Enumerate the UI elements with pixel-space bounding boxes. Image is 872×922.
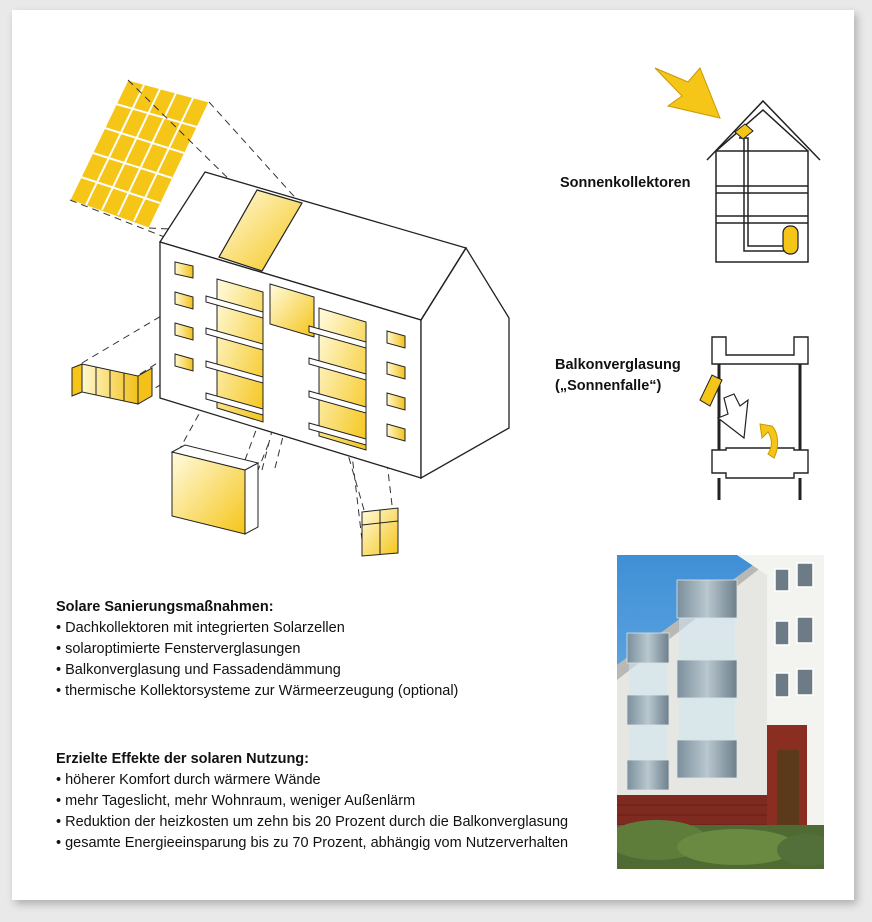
sun-arrow-icon [655, 68, 720, 118]
exploded-balcony-glazing [72, 364, 152, 404]
building-photo [617, 555, 824, 869]
list-item: • höherer Komfort durch wärmere Wände [56, 770, 568, 791]
list-item: • gesamte Energieeinsparung bis zu 70 Prozent, abhängig vom Nutzerverhalten [56, 833, 568, 854]
tank-icon [783, 226, 798, 254]
list-item: • mehr Tageslicht, mehr Wohnraum, weniger Außenlärm [56, 791, 568, 812]
list-item: • Reduktion der heizkosten um zehn bis 20 Prozent durch die Balkonverglasung [56, 812, 568, 833]
effects-block [56, 749, 568, 854]
balcony-section-icon [700, 337, 808, 500]
list-item: • solaroptimierte Fensterverglasungen [56, 639, 458, 660]
exploded-window [362, 508, 398, 556]
sun-trap-label: („Sonnenfalle“) [555, 378, 662, 394]
collectors-label: Sonnenkollektoren [560, 175, 691, 191]
measures-block [56, 597, 458, 702]
balcony-glazing-label: Balkonverglasung [555, 357, 681, 373]
collector-house-icon [655, 68, 820, 262]
list-item: • Dachkollektoren mit integrierten Solarzellen [56, 618, 458, 639]
list-item: • Balkonverglasung und Fassadendämmung [56, 660, 458, 681]
effects-heading: Erzielte Effekte der solaren Nutzung: [56, 751, 309, 767]
measures-heading: Solare Sanierungsmaßnahmen: [56, 599, 274, 615]
light-arrow-icon [718, 394, 748, 438]
list-item: • thermische Kollektorsysteme zur Wärmeerzeugung (optional) [56, 681, 458, 702]
